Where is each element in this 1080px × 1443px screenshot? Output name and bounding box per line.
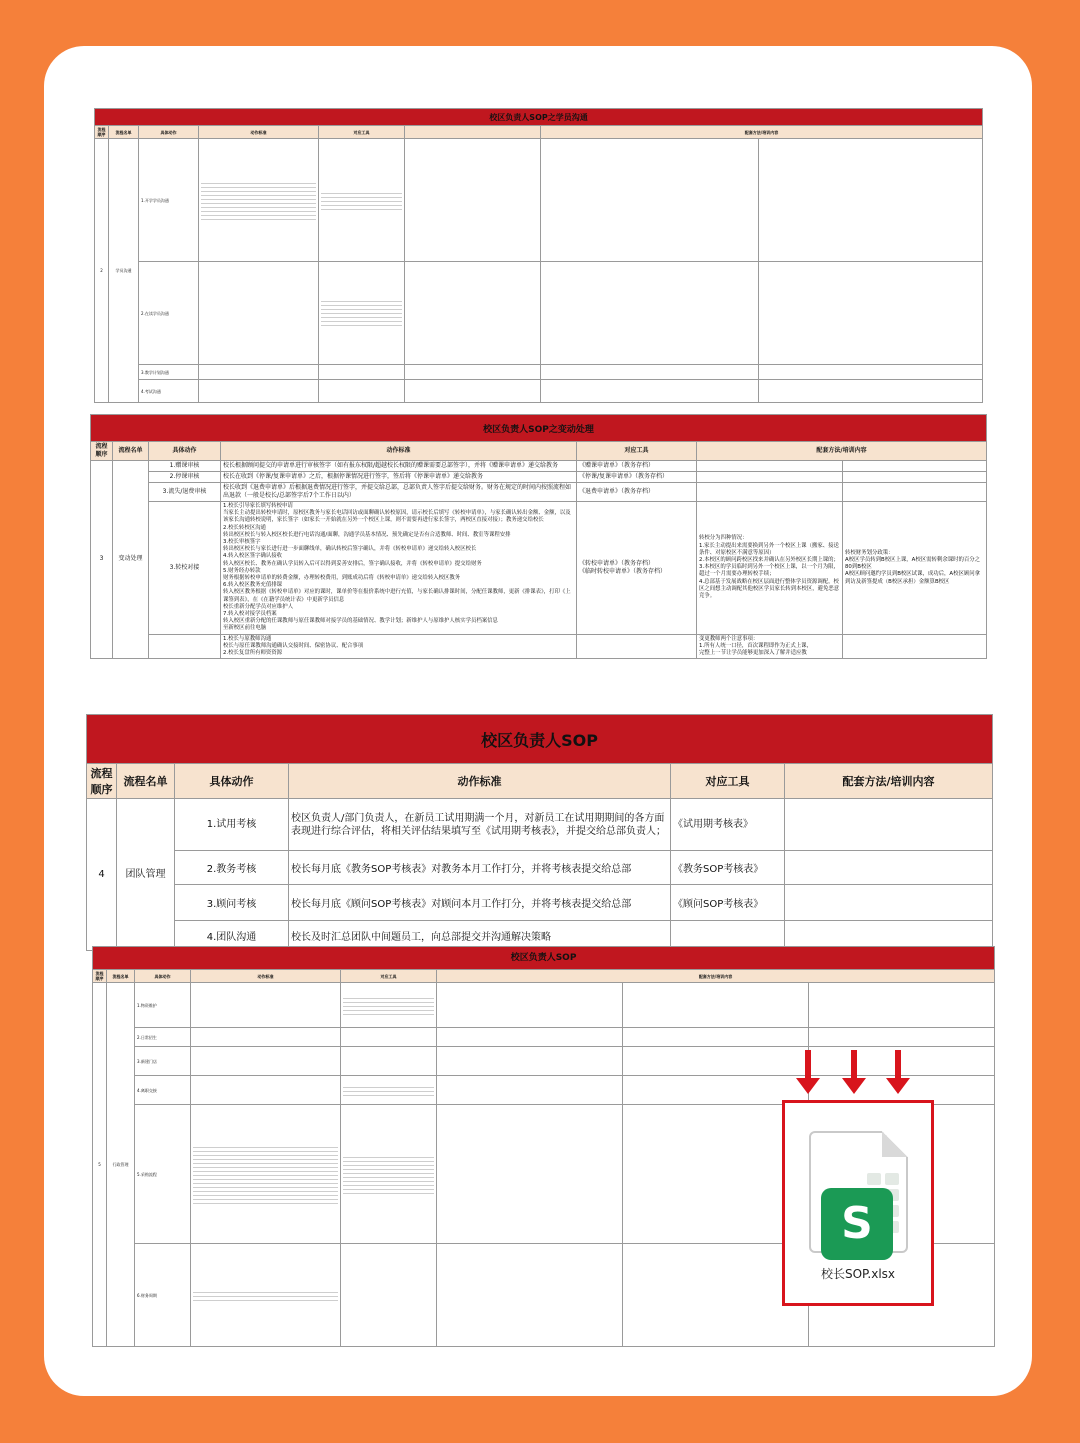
standard-cell: 校长收到《退费申请单》后根据退费情况进行签字，并提交给总部，总部负责人签字后提交给财务。财务在规定的时间内按照流程如出退款（一般是校长/总部签字后7个工作日以内） bbox=[221, 483, 577, 502]
method-cell: 变更教师两个注意事项： 1.所有人统一口径，首次课程即作为正式上课， 完整上一节让学员能够更加深入了解并适应教 bbox=[697, 634, 843, 658]
action-cell: 5.采购流程 bbox=[135, 1105, 191, 1244]
process-name: 变动处理 bbox=[113, 461, 149, 659]
header-cell: 流程顺序 bbox=[91, 442, 113, 461]
header-cell: 流程名单 bbox=[113, 442, 149, 461]
header-cell: 动作标准 bbox=[199, 126, 319, 139]
file-highlight-box[interactable] bbox=[782, 1100, 934, 1306]
action-cell: 1.试用考核 bbox=[175, 799, 289, 851]
header-cell: 对应工具 bbox=[319, 126, 405, 139]
process-number: 3 bbox=[91, 461, 113, 659]
process-number: 5 bbox=[93, 983, 107, 1347]
process-number: 4 bbox=[87, 799, 117, 951]
header-cell: 流程顺序 bbox=[87, 764, 117, 799]
header-cell: 动作标准 bbox=[191, 970, 341, 983]
header-cell: 对应工具 bbox=[671, 764, 785, 799]
action-cell: 4.离职交接 bbox=[135, 1076, 191, 1105]
action-cell: 2.教务考核 bbox=[175, 851, 289, 885]
arrow-down-icon bbox=[895, 1050, 901, 1080]
standard-cell: 校长根据顾问提交的申请单进行审核签字（如有报东权限/超越校长权限的赠课需要总部签字），并将《赠课申请单》递交给教务 bbox=[221, 461, 577, 472]
process-number: 2 bbox=[95, 139, 109, 403]
action-cell: 1.赠课审核 bbox=[149, 461, 221, 472]
header-cell: 具体动作 bbox=[139, 126, 199, 139]
header-cell: 配套方法/培训内容 bbox=[697, 442, 987, 461]
spreadsheet-file-icon bbox=[809, 1131, 908, 1253]
header-cell: 对应工具 bbox=[341, 970, 437, 983]
action-cell: 2.日常招生 bbox=[135, 1028, 191, 1047]
header-cell: 动作标准 bbox=[289, 764, 671, 799]
sheet-team-management bbox=[86, 714, 992, 946]
tool-cell: 《停课/复课申请单》（教务存档） bbox=[577, 472, 697, 483]
file-name: 校长SOP.xlsx bbox=[820, 1267, 896, 1281]
header-cell: 配套方法/培训内容 bbox=[541, 126, 983, 139]
process-name: 学员沟通 bbox=[109, 139, 139, 403]
tool-cell: 《赠课申请单》（教务存档） bbox=[577, 461, 697, 472]
process-name: 行政管理 bbox=[107, 983, 135, 1347]
header-cell: 具体动作 bbox=[135, 970, 191, 983]
header-cell: 流程名单 bbox=[109, 126, 139, 139]
spreadsheet-app-icon: S bbox=[821, 1188, 893, 1260]
header-cell bbox=[405, 126, 541, 139]
method-cell: 转校分为四种情况： 1.家长主动提出来需要换到另外一个校区上课（搬家、接送条件、对原校区不满意等原因） 2.本校区的顾问跨校区找来并确认在另外校区长期上课的； 3.本校区的学员临时到另外一个校区上课，以一个月为限，超过一个月需要办理转校手续； 4.总部基于发展战略在校区层面进行整体学员资源调配，校区之间想主动调配其他校区学员家长转到本校区，避免恶意竞争。 bbox=[697, 502, 843, 635]
standard-cell: 1.校长与原教师沟通 校长与原任课教师沟通确认交接时间、保密协议、配合事项 2.校长复盘所有师资资源 bbox=[221, 634, 577, 658]
header-cell: 具体动作 bbox=[175, 764, 289, 799]
tool-cell: 《教务SOP考核表》 bbox=[671, 851, 785, 885]
standard-cell: 校长及时汇总团队中间题员工，向总部提交并沟通解决策略 bbox=[289, 921, 671, 951]
tool-cell: 《退费申请单》（教务存档） bbox=[577, 483, 697, 502]
arrow-down-icon bbox=[805, 1050, 811, 1080]
action-cell: 4.考试沟通 bbox=[139, 380, 199, 403]
header-cell: 具体动作 bbox=[149, 442, 221, 461]
header-cell: 流程名单 bbox=[117, 764, 175, 799]
action-cell: 3.教学计划沟通 bbox=[139, 365, 199, 380]
header-cell: 流程顺序 bbox=[95, 126, 109, 139]
action-cell: 1.物资维护 bbox=[135, 983, 191, 1028]
action-cell: 3.顾问考核 bbox=[175, 885, 289, 921]
sheet-student-communication bbox=[94, 108, 982, 414]
sheet-change-handling bbox=[90, 414, 986, 714]
action-cell: 6.财务周期 bbox=[135, 1244, 191, 1347]
arrow-down-icon bbox=[851, 1050, 857, 1080]
tool-cell: 《试用期考核表》 bbox=[671, 799, 785, 851]
sheet-title: 校区负责人SOP之学员沟通 bbox=[95, 109, 983, 126]
action-cell: 3.转校对接 bbox=[149, 502, 221, 635]
standard-cell: 校长在收到《停课/复课申请单》之后，根据停课情况进行签字，签后将《停课申请单》递交给教务 bbox=[221, 472, 577, 483]
sheet-title: 校区负责人SOP之变动处理 bbox=[91, 415, 987, 442]
standard-cell: 校长每月底《顾问SOP考核表》对顾问本月工作打分，并将考核表提交给总部 bbox=[289, 885, 671, 921]
header-cell: 配套方法/培训内容 bbox=[785, 764, 993, 799]
sheet-title: 校区负责人SOP bbox=[87, 715, 993, 764]
process-name: 团队管理 bbox=[117, 799, 175, 951]
action-cell: 3.流失/退费审核 bbox=[149, 483, 221, 502]
standard-cell: 1.校长引导家长填写转校申请 当家长主动提出转校申请时，原校区教务与家长电话回访或面聊确认转校原因，请示校长后填写《转校申请单》，与家长确认转出金额、金额，以及该家长沟通转校说明，家长签字（如家长一开始就在另外一个校区上课，则不需要再进行家长签字，两校区直接对接）；教务递交给校长 2.校长转校区沟通 转出校区校长与转入校区校长进行电话沟通/面聊，沟通学员基本情况、预先确定是否有合适教师、时间、教室等课程安排 3.校长审核签字 转出校区校长与家长进行进一步面聊线单，确认转校后签字确认，并将《转校申请单》递交给转入校区校长 4.转入校区签字确认接收 转入校区校长、教务在确认学员转入后可以得到妥善安排后，签字确认接收，并将《转校申请单》提交给财务 5.财务经办转款 财务根据转校申请单的转费金额，办理转校费用，到账成功后将《转校申请单》递交给转入校区教务 6.转入校区教务充值排课 转入校区教务根据《转校申请单》对应的课时，课单价等在报价系统中进行充值，与家长确认排课时间，分配任课教师，更新《排课表》，打印《上课签到表》，在《在籍学员统计表》中更新学员信息 校长重新分配学员对应维护人 7.转入校对接学员档案 转入校区重新分配的任课教师与原任课教师对接学员的基础情况、教学计划；新维护人与原维护人核实学员档案信息 至新校区前往电脑 bbox=[221, 502, 577, 635]
header-cell: 动作标准 bbox=[221, 442, 577, 461]
method-cell: 转校财务划分政策： A校区学员转到B校区上课，A校区需转剩余课时的百分之80到B校区 A校区顾问邀约学员到B校区试课，成功后，A校区顾问拿到访及新签提成（B校区承担）金额算B校区 bbox=[843, 502, 987, 635]
action-cell: 2.停课审核 bbox=[149, 472, 221, 483]
tool-cell: 《顾问SOP考核表》 bbox=[671, 885, 785, 921]
header-cell: 对应工具 bbox=[577, 442, 697, 461]
standard-cell: 校长每月底《教务SOP考核表》对教务本月工作打分，并将考核表提交给总部 bbox=[289, 851, 671, 885]
action-cell: 1.开学学员沟通 bbox=[139, 139, 199, 262]
sheet-title: 校区负责人SOP bbox=[93, 947, 995, 970]
header-cell: 流程名单 bbox=[107, 970, 135, 983]
tool-cell: 《转校申请单》（教务存档） 《临时转校申请单》（教务存档） bbox=[577, 502, 697, 635]
standard-cell: 校区负责人/部门负责人，在新员工试用期满一个月，对新员工在试用期期间的各方面表现进行综合评估，将相关评估结果填写至《试用期考核表》，并提交给总部负责人； bbox=[289, 799, 671, 851]
header-cell: 配套方法/培训内容 bbox=[437, 970, 995, 983]
action-cell: 3.新建门店 bbox=[135, 1047, 191, 1076]
action-cell: 2.在读学员沟通 bbox=[139, 262, 199, 365]
header-cell: 流程顺序 bbox=[93, 970, 107, 983]
action-cell: 4.团队沟通 bbox=[175, 921, 289, 951]
